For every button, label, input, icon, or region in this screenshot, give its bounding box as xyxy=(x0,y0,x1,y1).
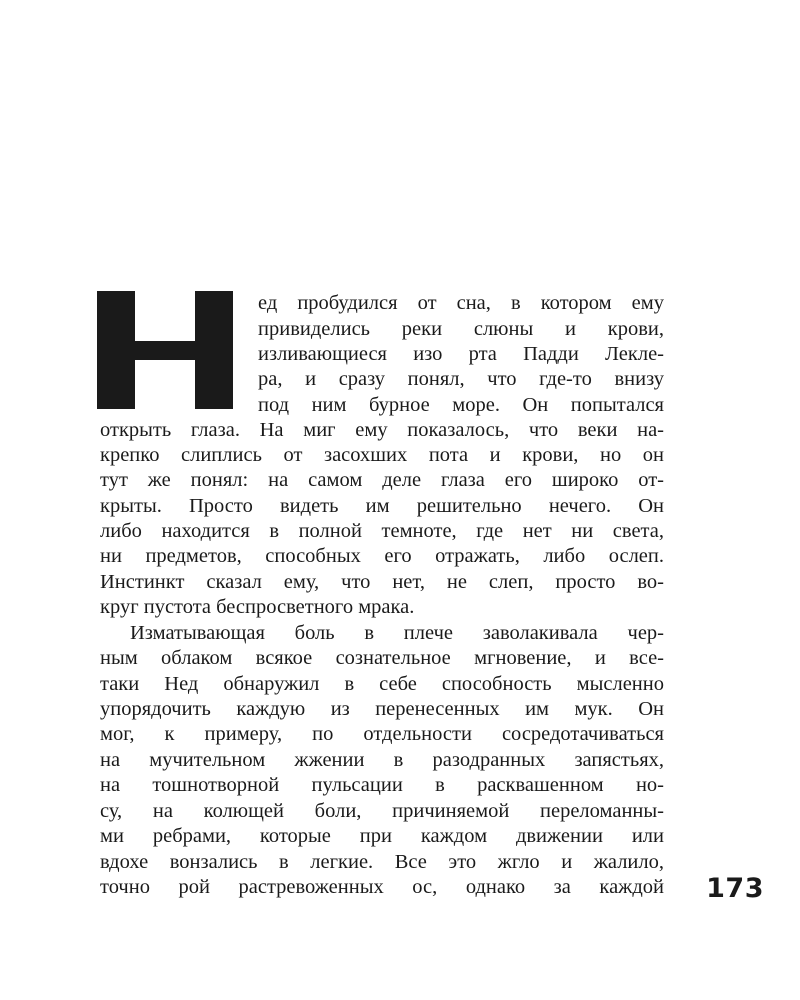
text-line: на мучительном жжении в разодранных запястьях, xyxy=(100,749,664,771)
text-line: ным облаком всякое сознательное мгновение, и все- xyxy=(100,647,664,669)
text-line: крепко слиплись от засохших пота и крови, но он xyxy=(100,444,664,466)
drop-cap-letter-glyph xyxy=(97,291,233,409)
text-line: либо находится в полной темноте, где нет ни света, xyxy=(100,520,664,542)
page-number: 173 xyxy=(706,873,764,904)
text-line: упорядочить каждую из перенесенных им мук. Он xyxy=(100,698,664,720)
text-line: вдохе вонзались в легкие. Все это жгло и жалило, xyxy=(100,851,664,873)
text-line: Изматывающая боль в плече заволакивала чер- xyxy=(130,622,664,644)
text-line: точно рой растревоженных ос, однако за каждой xyxy=(100,876,664,898)
text-line: ед пробудился от сна, в котором ему xyxy=(258,292,664,314)
text-line: ми ребрами, которые при каждом движении или xyxy=(100,825,664,847)
text-line: Инстинкт сказал ему, что нет, не слеп, просто во- xyxy=(100,571,664,593)
text-line: таки Нед обнаружил в себе способность мысленно xyxy=(100,673,664,695)
text-line: под ним бурное море. Он попытался xyxy=(258,394,664,416)
text-line: ра, и сразу понял, что где-то внизу xyxy=(258,368,664,390)
text-line: изливающиеся изо рта Падди Леклe- xyxy=(258,343,664,365)
text-line: мог, к примеру, по отдельности сосредотачиваться xyxy=(100,723,664,745)
text-line: круг пустота беспросветного мрака. xyxy=(100,596,415,618)
text-line: привиделись реки слюны и крови, xyxy=(258,318,664,340)
text-line: на тошнотворной пульсации в расквашенном но- xyxy=(100,774,664,796)
text-line: су, на колющей боли, причиняемой переломанны- xyxy=(100,800,664,822)
text-line: открыть глаза. На миг ему показалось, что веки на- xyxy=(100,419,664,441)
drop-cap xyxy=(97,291,233,409)
text-line: крыты. Просто видеть им решительно нечего. Он xyxy=(100,495,664,517)
text-line: тут же понял: на самом деле глаза его широко от- xyxy=(100,469,664,491)
text-line: ни предметов, способных его отражать, либо ослеп. xyxy=(100,545,664,567)
